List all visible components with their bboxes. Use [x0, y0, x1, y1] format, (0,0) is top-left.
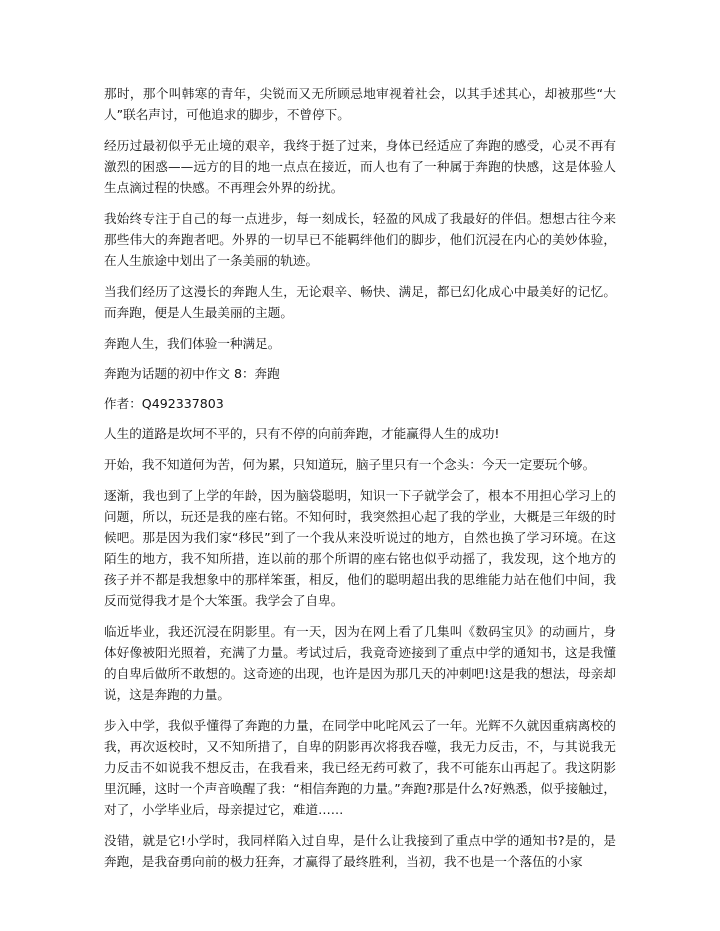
paragraph-graduation: 临近毕业，我还沉浸在阴影里。有一天，因为在网上看了几集叫《数码宝贝》的动画片，身体好像被阳光照着，充满了力量。考试过后，我竟奇迹接到了重点中学的通知书，这是我懂的自卑后做所不敢想的。这奇迹的出现，也许是因为那几天的冲刺吧!这是我的想法，母亲却说，这是奔跑的力量。	[104, 624, 616, 702]
paragraph-progress: 我始终专注于自己的每一点进步，每一刻成长，轻盈的风成了我最好的伴侣。想想古往今来那些伟大的奔跑者吧。外界的一切早已不能羁绊他们的脚步，他们沉浸在内心的美妙体验，在人生旅途中划出了一条美丽的轨迹。	[104, 211, 616, 268]
paragraph-school: 逐渐，我也到了上学的年龄，因为脑袋聪明，知识一下子就学会了，根本不用担心学习上的问题，所以，玩还是我的座右铭。不知何时，我突然担心起了我的学业，大概是三年级的时候吧。那是因为我们家“移民”到了一个我从来没听说过的地方，自然也换了学习环境。在这陌生的地方，我不知所措，连以前的那个所谓的座右铭也似乎动摇了，我发现，这个地方的孩子并不都是我想象中的那样笨蛋，相反，他们的聪明超出我的思维能力站在他们中间，我反而觉得我才是个大笨蛋。我学会了自卑。	[104, 488, 616, 608]
paragraph-hanhan: 那时，那个叫韩寒的青年，尖锐而又无所顾忌地审视着社会，以其手述其心，却被那些“大人”联名声讨，可他追求的脚步，不曾停下。	[104, 86, 616, 122]
paragraph-road: 人生的道路是坎坷不平的，只有不停的向前奔跑，才能赢得人生的成功!	[104, 426, 500, 441]
essay-author: 作者：Q492337803	[104, 396, 224, 411]
paragraph-hardship: 经历过最初似乎无止境的艰辛，我终于挺了过来，身体已经适应了奔跑的感受，心灵不再有激烈的困惑——远方的目的地一点点在接近，而人也有了一种属于奔跑的快感，这是体验人生点滴过程的快感。不再理会外界的纷扰。	[104, 138, 616, 195]
paragraph-memory: 当我们经历了这漫长的奔跑人生，无论艰辛、畅快、满足，都已幻化成心中最美好的记忆。而奔跑，便是人生最美丽的主题。	[104, 284, 616, 320]
paragraph-middle-school: 步入中学，我似乎懂得了奔跑的力量，在同学中叱咤风云了一年。光辉不久就因重病离校的我，再次返校时，又不知所措了，自卑的阴影再次将我吞噬，我无力反击，不，与其说我无力反击不如说我不想反击，在我看来，我已经无药可救了，我不可能东山再起了。我这阴影里沉睡，这时一个声音唤醒了我：“相信奔跑的力量。”奔跑?那是什么?好熟悉，似乎接触过，对了，小学毕业后，母亲提过它，难道……	[104, 718, 616, 817]
paragraph-satisfaction: 奔跑人生，我们体验一种满足。	[104, 336, 281, 351]
document-page	[104, 83, 616, 882]
paragraph-conclusion: 没错，就是它!小学时，我同样陷入过自卑，是什么让我接到了重点中学的通知书?是的，是奔跑，是我奋勇向前的极力狂奔，才赢得了最终胜利，当初，我不也是一个落伍的小家	[104, 833, 616, 869]
essay-heading: 奔跑为话题的初中作文 8：奔跑	[104, 366, 280, 381]
paragraph-beginning: 开始，我不知道何为苦，何为累，只知道玩，脑子里只有一个念头：今天一定要玩个够。	[104, 457, 596, 472]
